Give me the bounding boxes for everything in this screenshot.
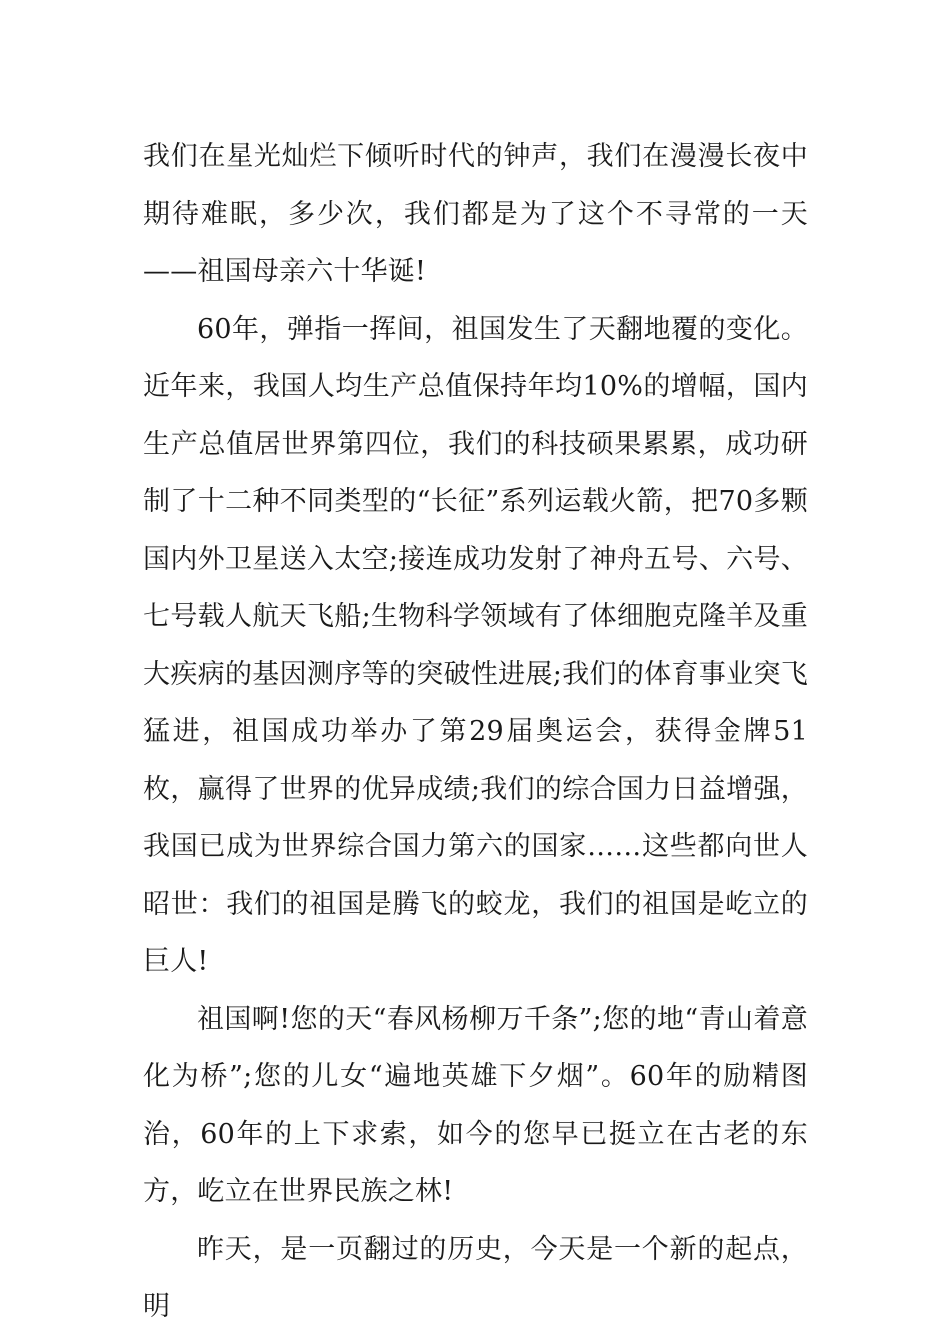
paragraph-4: 昨天，是一页翻过的历史，今天是一个新的起点，明 (143, 1233, 808, 1322)
paragraph-3: 祖国啊!您的天“春风杨柳万千条”;您的地“青山着意化为桥”;您的儿女“遍地英雄下夕烟”。60年的励精图治，60年的上下求索，如今的您早已挺立在古老的东方，屹立在世界民族之林! (143, 1003, 808, 1207)
paragraph-2: 60年，弹指一挥间，祖国发生了天翻地覆的变化。近年来，我国人均生产总值保持年均10%的增幅，国内生产总值居世界第四位，我们的科技硕果累累，成功研制了十二种不同类型的“长征”系列运载火箭，把70多颗国内外卫星送入太空;接连成功发射了神舟五号、六号、七号载人航天飞船;生物科学领域有了体细胞克隆羊及重大疾病的基因测序等的突破性进展;我们的体育事业突飞猛进，祖国成功举办了第29届奥运会，获得金牌51枚，赢得了世界的优异成绩;我们的综合国力日益增强，我国已成为世界综合国力第六的国家……这些都向世人昭世：我们的祖国是腾飞的蛟龙，我们的祖国是屹立的巨人! (143, 313, 808, 977)
paragraph-1: 我们在星光灿烂下倾听时代的钟声，我们在漫漫长夜中期待难眠，多少次，我们都是为了这个不寻常的一天——祖国母亲六十华诞! (143, 141, 808, 287)
document-body (143, 128, 808, 1336)
